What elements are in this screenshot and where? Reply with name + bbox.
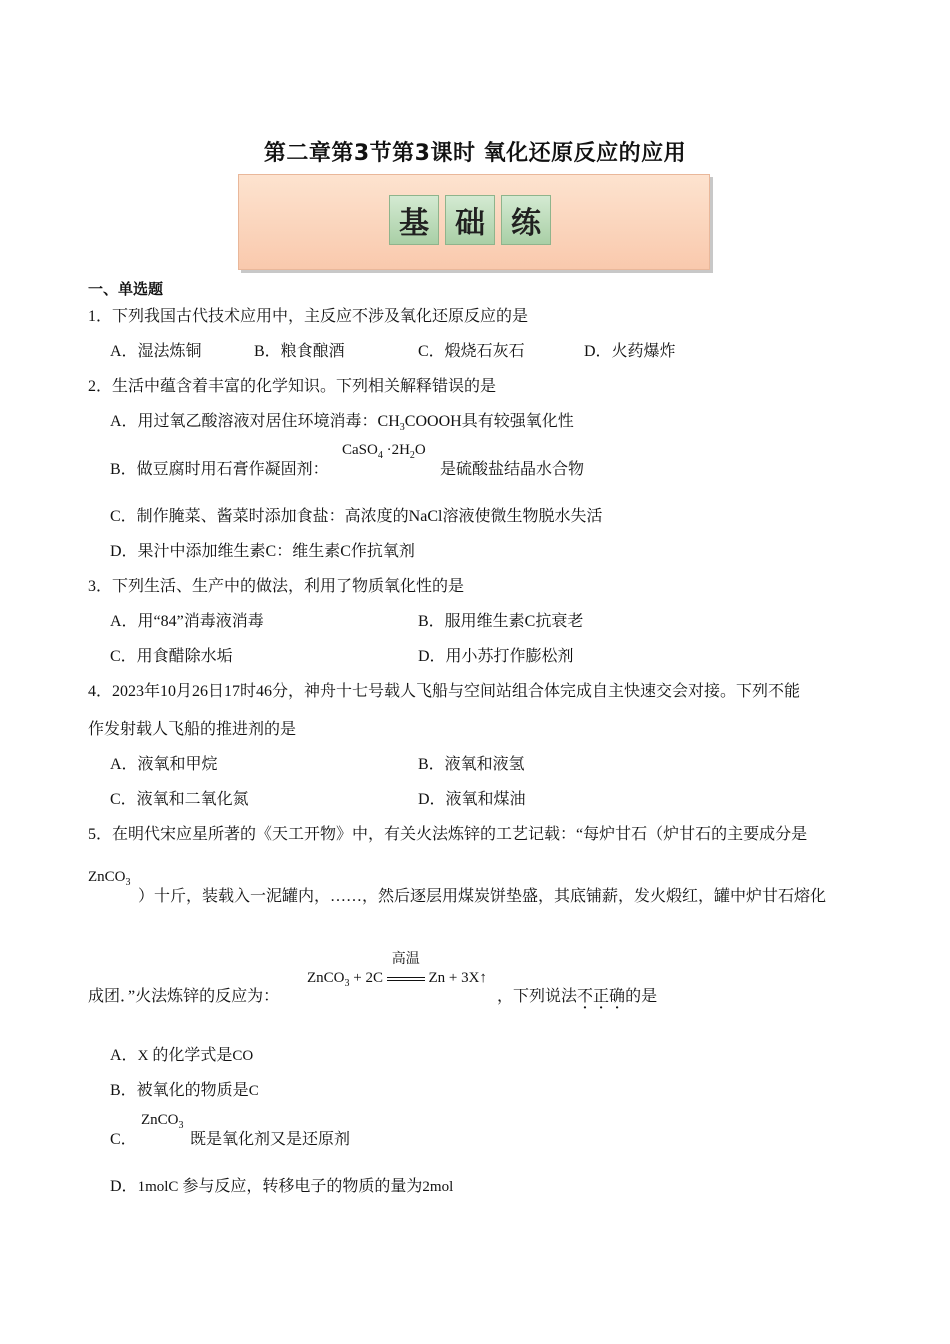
exercise-banner <box>238 174 710 270</box>
emphasis-char: 不 <box>577 988 594 1005</box>
q2-option-b-label: B．做豆腐时用石膏作凝固剂： <box>110 461 329 478</box>
equation-condition: 高温 <box>391 952 420 967</box>
emphasis-char: 确 <box>609 988 626 1005</box>
q1-option-a: A．湿法炼铜 <box>110 343 202 360</box>
question-2-stem: 2．生活中蕴含着丰富的化学知识。下列相关解释错误的是 <box>88 378 497 395</box>
q4-option-b: B．液氧和液氢 <box>418 756 525 773</box>
emphasis-char: 正 <box>593 988 610 1005</box>
question-1-stem: 1．下列我国古代技术应用中，主反应不涉及氧化还原反应的是 <box>88 308 529 325</box>
reaction-equation: ZnCO$_3$ + 2C 高温 Zn + 3X↑ <box>307 970 487 989</box>
q5-option-a: A．X 的化学式是CO <box>110 1047 254 1064</box>
question-3-stem: 3．下列生活、生产中的做法，利用了物质氧化性的是 <box>88 578 465 595</box>
q4-option-a: A．液氧和甲烷 <box>110 756 218 773</box>
q1-option-b: B．粮食酿酒 <box>254 343 345 360</box>
page-title: 第二章第3节第3课时 氧化还原反应的应用 <box>263 141 687 166</box>
q2-option-d: D．果汁中添加维生素C：维生素C作抗氧剂 <box>110 543 415 560</box>
q3-option-b: B．服用维生素C抗衰老 <box>418 613 584 630</box>
q4-option-d: D．液氧和煤油 <box>418 791 526 808</box>
banner-char: 基 <box>389 195 439 245</box>
question-4-stem-cont: 作发射载人飞船的推进剂的是 <box>88 721 297 738</box>
banner-char: 础 <box>445 195 495 245</box>
section-heading: 一、单选题 <box>88 280 164 298</box>
q5-option-c-text: 既是氧化剂又是还原剂 <box>190 1131 351 1148</box>
question-5-stem-cont: ）十斤，装载入一泥罐内，……，然后逐层用煤炭饼垫盛，其底铺薪，发火煅红，罐中炉甘石熔化 <box>138 888 827 905</box>
formula-caso4-2h2o: CaSO$_4$ $\cdot 2H_2O$ <box>342 442 426 461</box>
q5-option-d: D．1molC 参与反应，转移电子的物质的量为2mol <box>110 1178 454 1195</box>
q3-option-a: A．用“84”消毒液消毒 <box>110 613 264 630</box>
formula-znco3: ZnCO$_3$ <box>88 869 131 888</box>
q3-option-c: C．用食醋除水垢 <box>110 648 233 665</box>
q5-option-b: B．被氧化的物质是C <box>110 1082 259 1099</box>
question-5-stem: 5．在明代宋应星所著的《天工开物》中，有关火法炼锌的工艺记载：“每炉甘石（炉甘石的主要成分是 <box>88 826 808 843</box>
q5-option-c-label: C． <box>110 1131 137 1148</box>
question-4-stem: 4．2023年10月26日17时46分，神舟十七号载人飞船与空间站组合体完成自主快速交会对接。下列不能 <box>88 683 801 700</box>
question-5-stem-line3: 成团．”火法炼锌的反应为： <box>88 988 280 1005</box>
q1-option-c: C．煅烧石灰石 <box>418 343 525 360</box>
q1-option-d: D．火药爆炸 <box>584 343 676 360</box>
banner-char: 练 <box>501 195 551 245</box>
q2-option-a: A．用过氧乙酸溶液对居住环境消毒：$CH_3COOOH$具有较强氧化性 <box>110 413 574 434</box>
q2-option-b-text: 是硫酸盐结晶水合物 <box>440 461 585 478</box>
q4-option-c: C．液氧和二氧化氮 <box>110 791 249 808</box>
q3-option-d: D．用小苏打作膨松剂 <box>418 648 574 665</box>
formula-znco3-c: ZnCO$_3$ <box>141 1112 184 1131</box>
question-5-stem-end: ，下列说法不正确的是 <box>497 988 658 1005</box>
q2-option-c: C．制作腌菜、酱菜时添加食盐：高浓度的NaCl溶液使微生物脱水失活 <box>110 508 603 525</box>
